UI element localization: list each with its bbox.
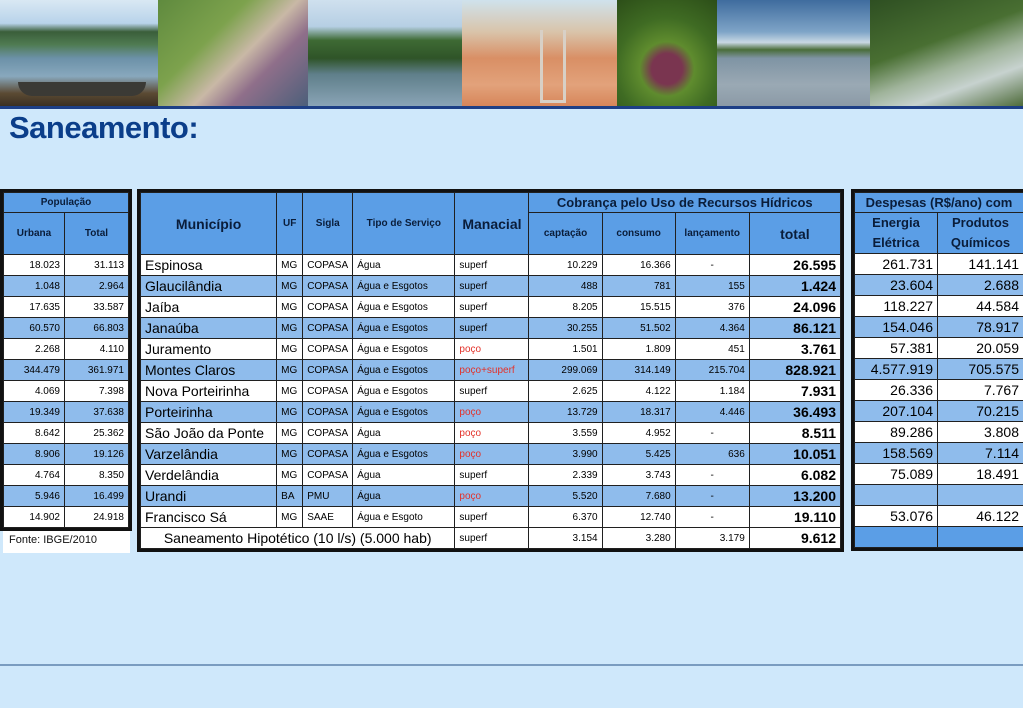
total-cell: 86.121 [749, 318, 840, 339]
uf-cell: MG [277, 381, 303, 402]
total-cell: 36.493 [749, 402, 840, 423]
urbana-value: 8.642 [4, 423, 65, 444]
captacao-cell: 6.370 [529, 507, 602, 528]
total-cell: 1.424 [749, 276, 840, 297]
energia-value: 57.381 [855, 338, 938, 359]
total-value: 24.918 [65, 507, 129, 528]
total-cell: 24.096 [749, 297, 840, 318]
tipo-servico-cell: Água e Esgotos [353, 297, 455, 318]
total-value: 8.350 [65, 465, 129, 486]
sigla-cell: COPASA [303, 339, 353, 360]
uf-cell: MG [277, 318, 303, 339]
total-value: 4.110 [65, 339, 129, 360]
uf-cell: MG [277, 276, 303, 297]
consumo-cell: 4.122 [602, 381, 675, 402]
municipio-cell: Jaíba [141, 297, 277, 318]
captacao-cell: 10.229 [529, 255, 602, 276]
captacao-cell: 13.729 [529, 402, 602, 423]
table-row [141, 507, 841, 528]
consumo-cell: 5.425 [602, 444, 675, 465]
captacao-cell: 2.339 [529, 465, 602, 486]
consumo-cell: 15.515 [602, 297, 675, 318]
produtos-value: 78.917 [938, 317, 1023, 338]
expenses-row [855, 380, 1023, 401]
municipio-cell: Glaucilândia [141, 276, 277, 297]
lancamento-cell: 376 [675, 297, 749, 318]
population-row [4, 402, 129, 423]
table-row [141, 276, 841, 297]
uf-cell: MG [277, 339, 303, 360]
captacao-cell: 488 [529, 276, 602, 297]
expenses-header: Despesas (R$/ano) com [855, 193, 1023, 213]
hypothetical-row [141, 528, 841, 549]
energia-value: 118.227 [855, 296, 938, 317]
col-consumo: consumo [602, 213, 675, 255]
produtos-value: 44.584 [938, 296, 1023, 317]
tipo-servico-cell: Água e Esgoto [353, 507, 455, 528]
lancamento-cell: 4.364 [675, 318, 749, 339]
produtos-value: 7.114 [938, 443, 1023, 464]
col-produtos: Produtos Químicos [938, 213, 1023, 254]
sigla-cell: COPASA [303, 297, 353, 318]
col-captacao: captação [529, 213, 602, 255]
total-value: 7.398 [65, 381, 129, 402]
expenses-row [855, 422, 1023, 443]
lancamento-cell: - [675, 486, 749, 507]
photo-water-intake [462, 0, 617, 106]
consumo-cell: 4.952 [602, 423, 675, 444]
produtos-value: 18.491 [938, 464, 1023, 485]
total-cell: 7.931 [749, 381, 840, 402]
produtos-value: 70.215 [938, 401, 1023, 422]
table-row [141, 360, 841, 381]
uf-cell: MG [277, 402, 303, 423]
total-cell: 26.595 [749, 255, 840, 276]
sigla-cell: COPASA [303, 255, 353, 276]
tipo-servico-cell: Água e Esgotos [353, 444, 455, 465]
captacao-cell: 30.255 [529, 318, 602, 339]
manancial-cell: poço [455, 486, 529, 507]
manancial-cell: poço [455, 423, 529, 444]
lancamento-cell: 3.179 [675, 528, 749, 549]
population-table [3, 192, 129, 528]
sigla-cell: COPASA [303, 402, 353, 423]
lancamento-cell: 1.184 [675, 381, 749, 402]
population-row [4, 381, 129, 402]
expenses-row [855, 317, 1023, 338]
expenses-row [855, 527, 1023, 548]
population-row [4, 318, 129, 339]
population-row [4, 360, 129, 381]
captacao-cell: 3.154 [529, 528, 602, 549]
table-row [141, 423, 841, 444]
manancial-cell: superf [455, 255, 529, 276]
total-value: 33.587 [65, 297, 129, 318]
expenses-row [855, 296, 1023, 317]
uf-cell: BA [277, 486, 303, 507]
sigla-cell: PMU [303, 486, 353, 507]
energia-value: 53.076 [855, 506, 938, 527]
energia-value: 89.286 [855, 422, 938, 443]
hypothetical-label: Saneamento Hipotético (10 l/s) (5.000 hab) [141, 528, 455, 549]
uf-cell: MG [277, 465, 303, 486]
captacao-cell: 8.205 [529, 297, 602, 318]
manancial-cell: superf [455, 507, 529, 528]
table-row [141, 255, 841, 276]
uf-cell: MG [277, 255, 303, 276]
population-row [4, 486, 129, 507]
manancial-cell: superf [455, 528, 529, 549]
tipo-servico-cell: Água e Esgotos [353, 381, 455, 402]
tipo-servico-cell: Água [353, 423, 455, 444]
lancamento-cell: 636 [675, 444, 749, 465]
uf-cell: MG [277, 360, 303, 381]
population-row [4, 255, 129, 276]
urbana-value: 60.570 [4, 318, 65, 339]
produtos-value: 705.575 [938, 359, 1023, 380]
lancamento-cell: 155 [675, 276, 749, 297]
sigla-cell: SAAE [303, 507, 353, 528]
urbana-value: 1.048 [4, 276, 65, 297]
population-row [4, 297, 129, 318]
produtos-value: 3.808 [938, 422, 1023, 443]
photo-river-trees [308, 0, 462, 106]
energia-value: 26.336 [855, 380, 938, 401]
urbana-value: 8.906 [4, 444, 65, 465]
total-cell: 828.921 [749, 360, 840, 381]
total-value: 16.499 [65, 486, 129, 507]
sanitation-table [140, 192, 841, 549]
manancial-cell: poço+superf [455, 360, 529, 381]
total-value: 361.971 [65, 360, 129, 381]
uf-cell: MG [277, 423, 303, 444]
municipio-cell: Verdelândia [141, 465, 277, 486]
tipo-servico-cell: Água [353, 465, 455, 486]
urbana-value: 14.902 [4, 507, 65, 528]
expenses-row [855, 338, 1023, 359]
urbana-value: 344.479 [4, 360, 65, 381]
produtos-value: 141.141 [938, 254, 1023, 275]
population-row [4, 507, 129, 528]
expenses-row [855, 275, 1023, 296]
municipio-cell: Janaúba [141, 318, 277, 339]
urbana-value: 5.946 [4, 486, 65, 507]
photo-banner [0, 0, 1023, 106]
energia-value: 75.089 [855, 464, 938, 485]
total-value: 31.113 [65, 255, 129, 276]
total-cell: 6.082 [749, 465, 840, 486]
consumo-cell: 51.502 [602, 318, 675, 339]
consumo-cell: 7.680 [602, 486, 675, 507]
municipio-cell: Varzelândia [141, 444, 277, 465]
produtos-value [938, 527, 1023, 548]
expenses-table [854, 192, 1023, 548]
manancial-cell: poço [455, 402, 529, 423]
energia-value [855, 527, 938, 548]
urbana-value: 17.635 [4, 297, 65, 318]
captacao-cell: 5.520 [529, 486, 602, 507]
consumo-cell: 1.809 [602, 339, 675, 360]
manancial-cell: superf [455, 318, 529, 339]
urbana-value: 4.069 [4, 381, 65, 402]
energia-value: 23.604 [855, 275, 938, 296]
energia-value: 207.104 [855, 401, 938, 422]
col-tipo-servico: Tipo de Serviço [353, 193, 455, 255]
tipo-servico-cell: Água e Esgotos [353, 339, 455, 360]
total-cell: 10.051 [749, 444, 840, 465]
sigla-cell: COPASA [303, 465, 353, 486]
page-title: Saneamento: [9, 110, 199, 145]
urbana-value: 18.023 [4, 255, 65, 276]
municipio-cell: Urandi [141, 486, 277, 507]
total-cell: 19.110 [749, 507, 840, 528]
population-row [4, 444, 129, 465]
energia-value [855, 485, 938, 506]
col-total-cobranca: total [749, 213, 840, 255]
population-row [4, 423, 129, 444]
total-cell: 9.612 [749, 528, 840, 549]
photo-forest-stream [870, 0, 1023, 106]
cobranca-header: Cobrança pelo Uso de Recursos Hídricos [529, 193, 841, 213]
expenses-row [855, 254, 1023, 275]
col-lancamento: lançamento [675, 213, 749, 255]
expenses-row [855, 506, 1023, 527]
total-value: 37.638 [65, 402, 129, 423]
consumo-cell: 16.366 [602, 255, 675, 276]
sigla-cell: COPASA [303, 444, 353, 465]
sigla-cell: COPASA [303, 423, 353, 444]
produtos-value: 2.688 [938, 275, 1023, 296]
energia-value: 158.569 [855, 443, 938, 464]
col-energia: Energia Elétrica [855, 213, 938, 254]
produtos-value [938, 485, 1023, 506]
consumo-cell: 3.280 [602, 528, 675, 549]
table-row [141, 339, 841, 360]
energia-value: 261.731 [855, 254, 938, 275]
consumo-cell: 781 [602, 276, 675, 297]
total-cell: 8.511 [749, 423, 840, 444]
municipio-cell: Montes Claros [141, 360, 277, 381]
captacao-cell: 1.501 [529, 339, 602, 360]
col-municipio: Município [141, 193, 277, 255]
captacao-cell: 299.069 [529, 360, 602, 381]
produtos-value: 20.059 [938, 338, 1023, 359]
sigla-cell: COPASA [303, 360, 353, 381]
municipio-cell: Porteirinha [141, 402, 277, 423]
lancamento-cell: - [675, 507, 749, 528]
population-header: População [4, 193, 129, 213]
lancamento-cell: 4.446 [675, 402, 749, 423]
consumo-cell: 12.740 [602, 507, 675, 528]
manancial-cell: superf [455, 465, 529, 486]
table-row [141, 318, 841, 339]
tipo-servico-cell: Água e Esgotos [353, 402, 455, 423]
tipo-servico-cell: Água [353, 255, 455, 276]
consumo-cell: 18.317 [602, 402, 675, 423]
tipo-servico-cell: Água e Esgotos [353, 318, 455, 339]
consumo-cell: 314.149 [602, 360, 675, 381]
lancamento-cell: - [675, 423, 749, 444]
table-row [141, 381, 841, 402]
manancial-cell: superf [455, 297, 529, 318]
expenses-row [855, 359, 1023, 380]
urbana-value: 4.764 [4, 465, 65, 486]
banner-divider [0, 106, 1023, 109]
manancial-cell: superf [455, 276, 529, 297]
photo-river-boat [0, 0, 158, 106]
lancamento-cell: - [675, 255, 749, 276]
manancial-cell: poço [455, 444, 529, 465]
municipio-cell: Juramento [141, 339, 277, 360]
total-value: 25.362 [65, 423, 129, 444]
col-uf: UF [277, 193, 303, 255]
municipio-cell: São João da Ponte [141, 423, 277, 444]
tipo-servico-cell: Água e Esgotos [353, 276, 455, 297]
lancamento-cell: - [675, 465, 749, 486]
population-row [4, 339, 129, 360]
photo-wide-river [717, 0, 870, 106]
sigla-cell: COPASA [303, 381, 353, 402]
photo-banana-plant [617, 0, 717, 106]
lancamento-cell: 215.704 [675, 360, 749, 381]
total-value: 19.126 [65, 444, 129, 465]
sigla-cell: COPASA [303, 318, 353, 339]
uf-cell: MG [277, 297, 303, 318]
energia-value: 154.046 [855, 317, 938, 338]
col-sigla: Sigla [303, 193, 353, 255]
expenses-row [855, 485, 1023, 506]
total-value: 66.803 [65, 318, 129, 339]
footer-divider [0, 664, 1023, 666]
captacao-cell: 3.990 [529, 444, 602, 465]
expenses-row [855, 464, 1023, 485]
table-row [141, 297, 841, 318]
captacao-cell: 3.559 [529, 423, 602, 444]
manancial-cell: poço [455, 339, 529, 360]
lancamento-cell: 451 [675, 339, 749, 360]
urbana-value: 19.349 [4, 402, 65, 423]
col-total: Total [65, 213, 129, 255]
source-note: Fonte: IBGE/2010 [9, 534, 98, 546]
manancial-cell: superf [455, 381, 529, 402]
expenses-row [855, 443, 1023, 464]
municipio-cell: Espinosa [141, 255, 277, 276]
produtos-value: 7.767 [938, 380, 1023, 401]
uf-cell: MG [277, 444, 303, 465]
urbana-value: 2.268 [4, 339, 65, 360]
tipo-servico-cell: Água e Esgotos [353, 360, 455, 381]
total-value: 2.964 [65, 276, 129, 297]
municipio-cell: Nova Porteirinha [141, 381, 277, 402]
uf-cell: MG [277, 507, 303, 528]
col-urbana: Urbana [4, 213, 65, 255]
population-row [4, 465, 129, 486]
total-cell: 3.761 [749, 339, 840, 360]
photo-crowd-bridge [158, 0, 308, 106]
total-cell: 13.200 [749, 486, 840, 507]
table-row [141, 402, 841, 423]
table-row [141, 465, 841, 486]
sigla-cell: COPASA [303, 276, 353, 297]
col-manancial: Manacial [455, 193, 529, 255]
table-row [141, 444, 841, 465]
expenses-row [855, 401, 1023, 422]
consumo-cell: 3.743 [602, 465, 675, 486]
municipio-cell: Francisco Sá [141, 507, 277, 528]
table-row [141, 486, 841, 507]
tipo-servico-cell: Água [353, 486, 455, 507]
captacao-cell: 2.625 [529, 381, 602, 402]
produtos-value: 46.122 [938, 506, 1023, 527]
population-row [4, 276, 129, 297]
energia-value: 4.577.919 [855, 359, 938, 380]
